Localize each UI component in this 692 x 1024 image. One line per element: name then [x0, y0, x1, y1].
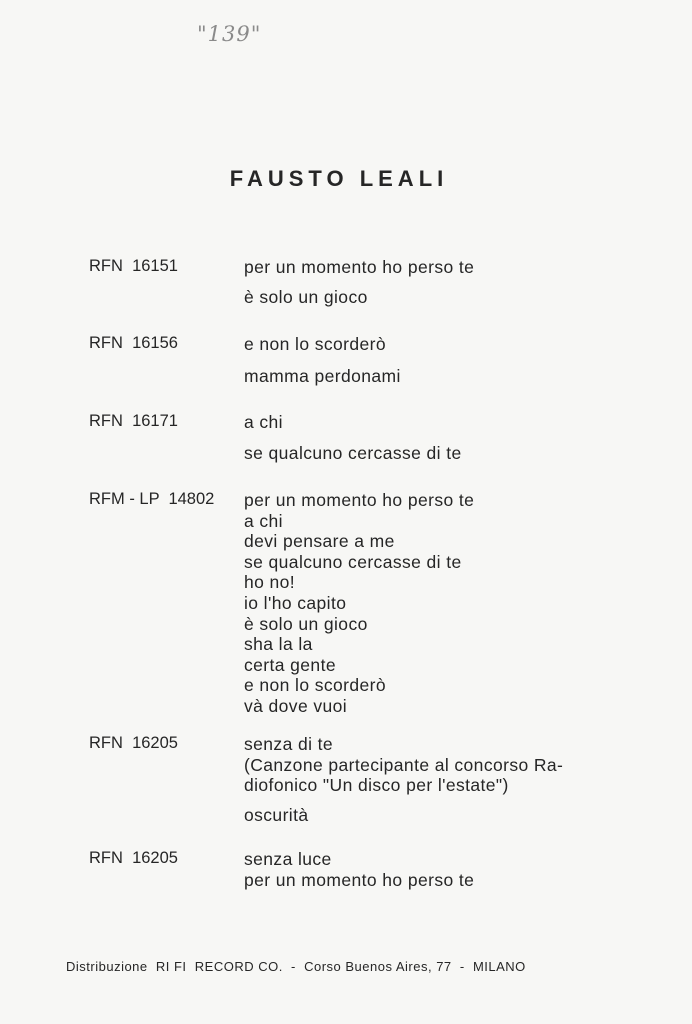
song-title: senza luce	[244, 849, 332, 869]
song-title: oscurità	[244, 804, 309, 825]
song-title: e non lo scorderò	[244, 334, 387, 354]
song-list	[244, 849, 644, 890]
song-title: per un momento ho perso te	[244, 869, 475, 890]
song-title: devi pensare a me	[244, 531, 395, 552]
song-title: certa gente	[244, 654, 336, 675]
distribution-footer: Distribuzione RI FI RECORD CO. - Corso Buenos Aires, 77 - MILANO	[66, 959, 526, 974]
catalog-number: RFM - LP 14802	[89, 490, 215, 508]
catalog-number: RFN 16205	[89, 734, 178, 752]
song-title: senza di te	[244, 734, 334, 754]
song-title: è solo un gioco	[244, 287, 368, 307]
song-title: a chi	[244, 412, 283, 432]
handwritten-note: "139"	[197, 22, 262, 46]
catalog-number: RFN 16156	[89, 334, 178, 352]
song-title: e non lo scorderò	[244, 675, 387, 696]
catalog-number: RFN 16151	[89, 257, 178, 275]
song-list	[244, 412, 644, 464]
song-list	[244, 257, 644, 308]
song-title: ho no!	[244, 572, 296, 593]
song-title: per un momento ho perso te	[244, 257, 475, 277]
song-title: sha la la	[244, 634, 313, 655]
song-title: và dove vuoi	[244, 695, 348, 716]
song-title: per un momento ho perso te	[244, 490, 475, 510]
song-list	[244, 334, 644, 387]
song-list	[244, 734, 644, 825]
song-title: mamma perdonami	[244, 366, 401, 386]
song-title: se qualcuno cercasse di te	[244, 443, 462, 463]
song-title: io l'ho capito	[244, 592, 347, 613]
song-list	[244, 490, 644, 717]
artist-title: FAUSTO LEALI	[229, 166, 449, 191]
song-title: a chi	[244, 510, 283, 531]
song-title: è solo un gioco	[244, 613, 368, 634]
catalog-number: RFN 16205	[89, 849, 178, 867]
song-note: diofonico "Un disco per l'estate")	[244, 775, 509, 796]
song-note: (Canzone partecipante al concorso Ra-	[244, 754, 564, 775]
catalog-number: RFN 16171	[89, 412, 178, 430]
song-title: se qualcuno cercasse di te	[244, 551, 462, 572]
